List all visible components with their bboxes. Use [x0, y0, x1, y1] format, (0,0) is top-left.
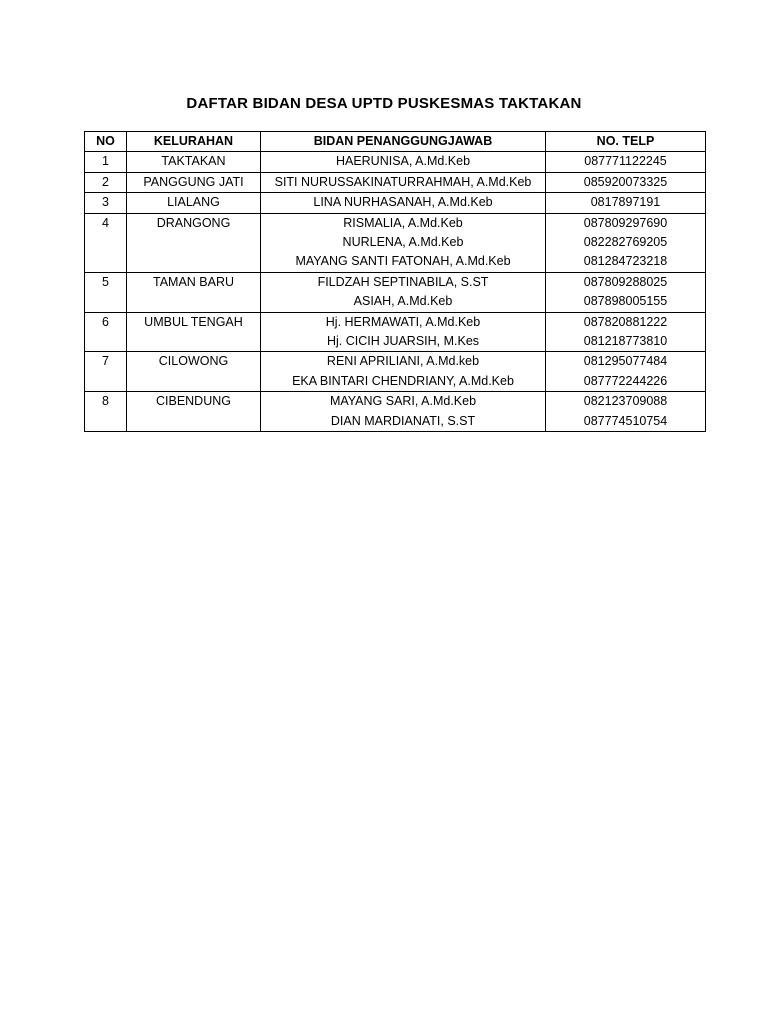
header-kelurahan: KELURAHAN: [127, 132, 261, 152]
bidan-name: NURLENA, A.Md.Keb: [342, 235, 464, 250]
cell-bidan: [261, 172, 546, 192]
cell-kelurahan: TAMAN BARU: [127, 272, 261, 312]
cell-telp: [546, 193, 706, 213]
bidan-name: MAYANG SANTI FATONAH, A.Md.Keb: [295, 254, 511, 269]
cell-kelurahan: UMBUL TENGAH: [127, 312, 261, 352]
phone-number: 081218773810: [583, 334, 668, 349]
header-telp: NO. TELP: [546, 132, 706, 152]
page-title: DAFTAR BIDAN DESA UPTD PUSKESMAS TAKTAKAN: [186, 95, 582, 112]
bidan-name: MAYANG SARI, A.Md.Keb: [329, 394, 477, 409]
cell-kelurahan: CILOWONG: [127, 352, 261, 392]
phone-number: 081284723218: [583, 254, 668, 269]
cell-kelurahan: LIALANG: [127, 193, 261, 213]
table-row: [85, 193, 706, 213]
bidan-name: Hj. HERMAWATI, A.Md.Keb: [325, 314, 481, 329]
bidan-name: RENI APRILIANI, A.Md.keb: [326, 354, 480, 369]
bidan-name: RISMALIA, A.Md.Keb: [343, 215, 463, 230]
cell-telp: [546, 312, 706, 352]
midwife-table: [84, 131, 706, 432]
bidan-name: LINA NURHASANAH, A.Md.Keb: [313, 195, 493, 210]
cell-no: 5: [85, 272, 127, 312]
cell-no: 1: [85, 152, 127, 172]
phone-number: 082282769205: [583, 235, 668, 250]
cell-kelurahan: CIBENDUNG: [127, 392, 261, 432]
cell-bidan: [261, 152, 546, 172]
bidan-name: Hj. CICIH JUARSIH, M.Kes: [326, 334, 480, 349]
header-no: NO: [85, 132, 127, 152]
table-row: [85, 272, 706, 312]
phone-number: 082123709088: [583, 394, 668, 409]
phone-number: 0817897191: [590, 195, 661, 210]
phone-number: 087774510754: [583, 413, 668, 428]
phone-number: 081295077484: [583, 354, 668, 369]
cell-bidan: [261, 352, 546, 392]
cell-kelurahan: TAKTAKAN: [127, 152, 261, 172]
cell-telp: [546, 352, 706, 392]
bidan-name: ASIAH, A.Md.Keb: [353, 294, 453, 309]
phone-number: 087771122245: [584, 154, 667, 169]
phone-number: 087809288025: [583, 274, 668, 289]
bidan-name: EKA BINTARI CHENDRIANY, A.Md.Keb: [292, 373, 514, 388]
cell-bidan: [261, 392, 546, 432]
cell-telp: [546, 392, 706, 432]
table-row: [85, 152, 706, 172]
cell-bidan: [261, 213, 546, 272]
phone-number: 087820881222: [583, 314, 668, 329]
phone-number: 087772244226: [583, 373, 668, 388]
phone-number: 087898005155: [583, 294, 668, 309]
table-body: [85, 152, 706, 432]
table-header-row: [85, 132, 706, 152]
bidan-name: SITI NURUSSAKINATURRAHMAH, A.Md.Keb: [274, 174, 532, 189]
cell-kelurahan: PANGGUNG JATI: [127, 172, 261, 192]
cell-kelurahan: DRANGONG: [127, 213, 261, 272]
table-row: [85, 213, 706, 272]
cell-telp: [546, 172, 706, 192]
table-row: [85, 352, 706, 392]
cell-bidan: [261, 312, 546, 352]
cell-bidan: [261, 193, 546, 213]
cell-no: 7: [85, 352, 127, 392]
header-bidan: BIDAN PENANGGUNGJAWAB: [261, 132, 546, 152]
cell-no: 2: [85, 172, 127, 192]
cell-bidan: [261, 272, 546, 312]
bidan-name: HAERUNISA, A.Md.Keb: [335, 154, 471, 169]
phone-number: 085920073325: [583, 174, 668, 189]
bidan-name: FILDZAH SEPTINABILA, S.ST: [317, 274, 489, 289]
table-row: [85, 172, 706, 192]
table-row: [85, 312, 706, 352]
bidan-name: DIAN MARDIANATI, S.ST: [330, 413, 476, 428]
cell-telp: [546, 272, 706, 312]
cell-no: 6: [85, 312, 127, 352]
phone-number: 087809297690: [583, 215, 668, 230]
table-row: [85, 392, 706, 432]
cell-no: 3: [85, 193, 127, 213]
cell-no: 8: [85, 392, 127, 432]
cell-no: 4: [85, 213, 127, 272]
cell-telp: [546, 213, 706, 272]
cell-telp: [546, 152, 706, 172]
